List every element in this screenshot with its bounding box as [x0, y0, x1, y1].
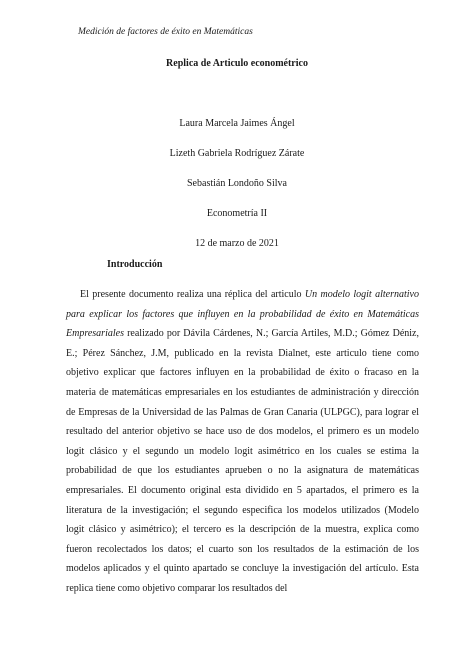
- paragraph-lead: El presente documento realiza una réplica del articulo: [80, 289, 305, 300]
- section-heading: Introducción: [107, 259, 163, 270]
- document-title: Replica de Articulo econométrico: [166, 58, 308, 69]
- running-head: Medición de factores de éxito en Matemáticas: [78, 27, 253, 37]
- body-paragraph: [66, 285, 419, 599]
- author-name: Lizeth Gabriela Rodríguez Zárate: [169, 148, 305, 159]
- article-title: Un modelo logit alternativo para explicar los factores que influyen en la probabilidad de éxito en Matemáticas Empresariales: [66, 289, 419, 340]
- course-name: Econometría II: [206, 208, 268, 219]
- paragraph-rest: realizado por Dávila Cárdenes, N.; García Artiles, M.D.; Gómez Déniz, E.; Pérez Sánchez, J.M, publicado en la revista Dialnet, este articulo tiene como objetivo explicar que factores influyen en la probabilidad de éxito o fracaso en la materia de matemáticas empresariales en los estudiantes de administración y dirección de Empresas de la Universidad de las Palmas de Gran Canaria (ULPGC), para lograr el resultado del anterior objetivo se hace uso de dos modelos, el primero es un modelo logit clásico y el segundo un modelo logit asimétrico en los cuales se estima la probabilidad de que los estudiantes aprueben o no la asignatura de matemáticas empresariales. El documento original esta dividido en 5 apartados, el primero es la literatura de la investigación; el segundo especifica los modelos utilizados (Modelo logit clásico y asimétrico); el tercero es la descripción de la muestra, explica como fueron recolectados los datos; el cuarto son los resultados de la estimación de los modelos aplicados y el quinto apartado se concluye la investigación del artículo. Esta replica tiene como objetivo comparar los resultados del: [66, 328, 419, 594]
- author-name: Sebastián Londoño Silva: [187, 178, 287, 189]
- author-name: Laura Marcela Jaimes Ángel: [179, 118, 295, 129]
- document-date: 12 de marzo de 2021: [195, 238, 279, 249]
